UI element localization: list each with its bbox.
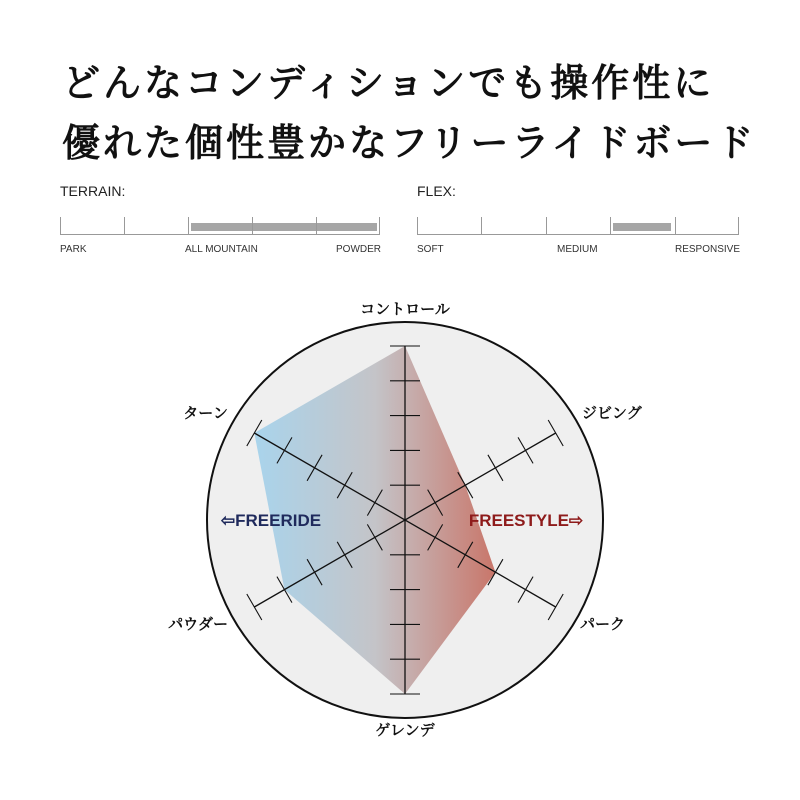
- terrain-label-all-mountain: ALL MOUNTAIN: [185, 244, 258, 255]
- terrain-scale-tick: [60, 217, 61, 235]
- terrain-label-powder: POWDER: [336, 244, 381, 255]
- terrain-scale-tick: [379, 217, 380, 235]
- terrain-scale: [60, 213, 380, 235]
- flex-scale-baseline: [417, 234, 739, 235]
- flex-scale: [417, 213, 739, 235]
- terrain-label-park: PARK: [60, 244, 87, 255]
- flex-label-responsive: RESPONSIVE: [675, 244, 741, 255]
- flex-scale-tick: [481, 217, 482, 235]
- terrain-scale-baseline: [60, 234, 380, 235]
- radar-axis-label: パウダー: [168, 615, 228, 633]
- flex-scale-tick: [417, 217, 418, 235]
- freeride-label: ⇦FREERIDE: [220, 511, 322, 530]
- radar-axis-label: ゲレンデ: [375, 721, 435, 739]
- flex-scale-fill: [613, 223, 671, 231]
- flex-label-medium: MEDIUM: [557, 244, 598, 255]
- flex-label-soft: SOFT: [417, 244, 444, 255]
- terrain-scale-tick: [252, 217, 253, 235]
- flex-scale-tick: [610, 217, 611, 235]
- terrain-scale-fill: [191, 223, 377, 231]
- radar-chart: [0, 280, 800, 800]
- terrain-scale-tick: [188, 217, 189, 235]
- terrain-scale-tick: [316, 217, 317, 235]
- radar-axis-label: ジビング: [582, 404, 642, 422]
- terrain-scale-tick: [124, 217, 125, 235]
- terrain-title: TERRAIN:: [60, 183, 126, 199]
- headline-line-1: どんなコンディションでも操作性に: [62, 61, 715, 105]
- flex-scale-tick: [675, 217, 676, 235]
- radar-axis-label: ターン: [183, 404, 228, 422]
- radar-axis-label: コントロール: [360, 300, 450, 318]
- radar-axis-label: パーク: [580, 615, 626, 633]
- freestyle-label: FREESTYLE⇨: [468, 511, 584, 530]
- flex-scale-tick: [546, 217, 547, 235]
- headline-line-2: 優れた個性豊かなフリーライドボード: [62, 121, 757, 165]
- flex-scale-tick: [738, 217, 739, 235]
- flex-title: FLEX:: [417, 183, 456, 199]
